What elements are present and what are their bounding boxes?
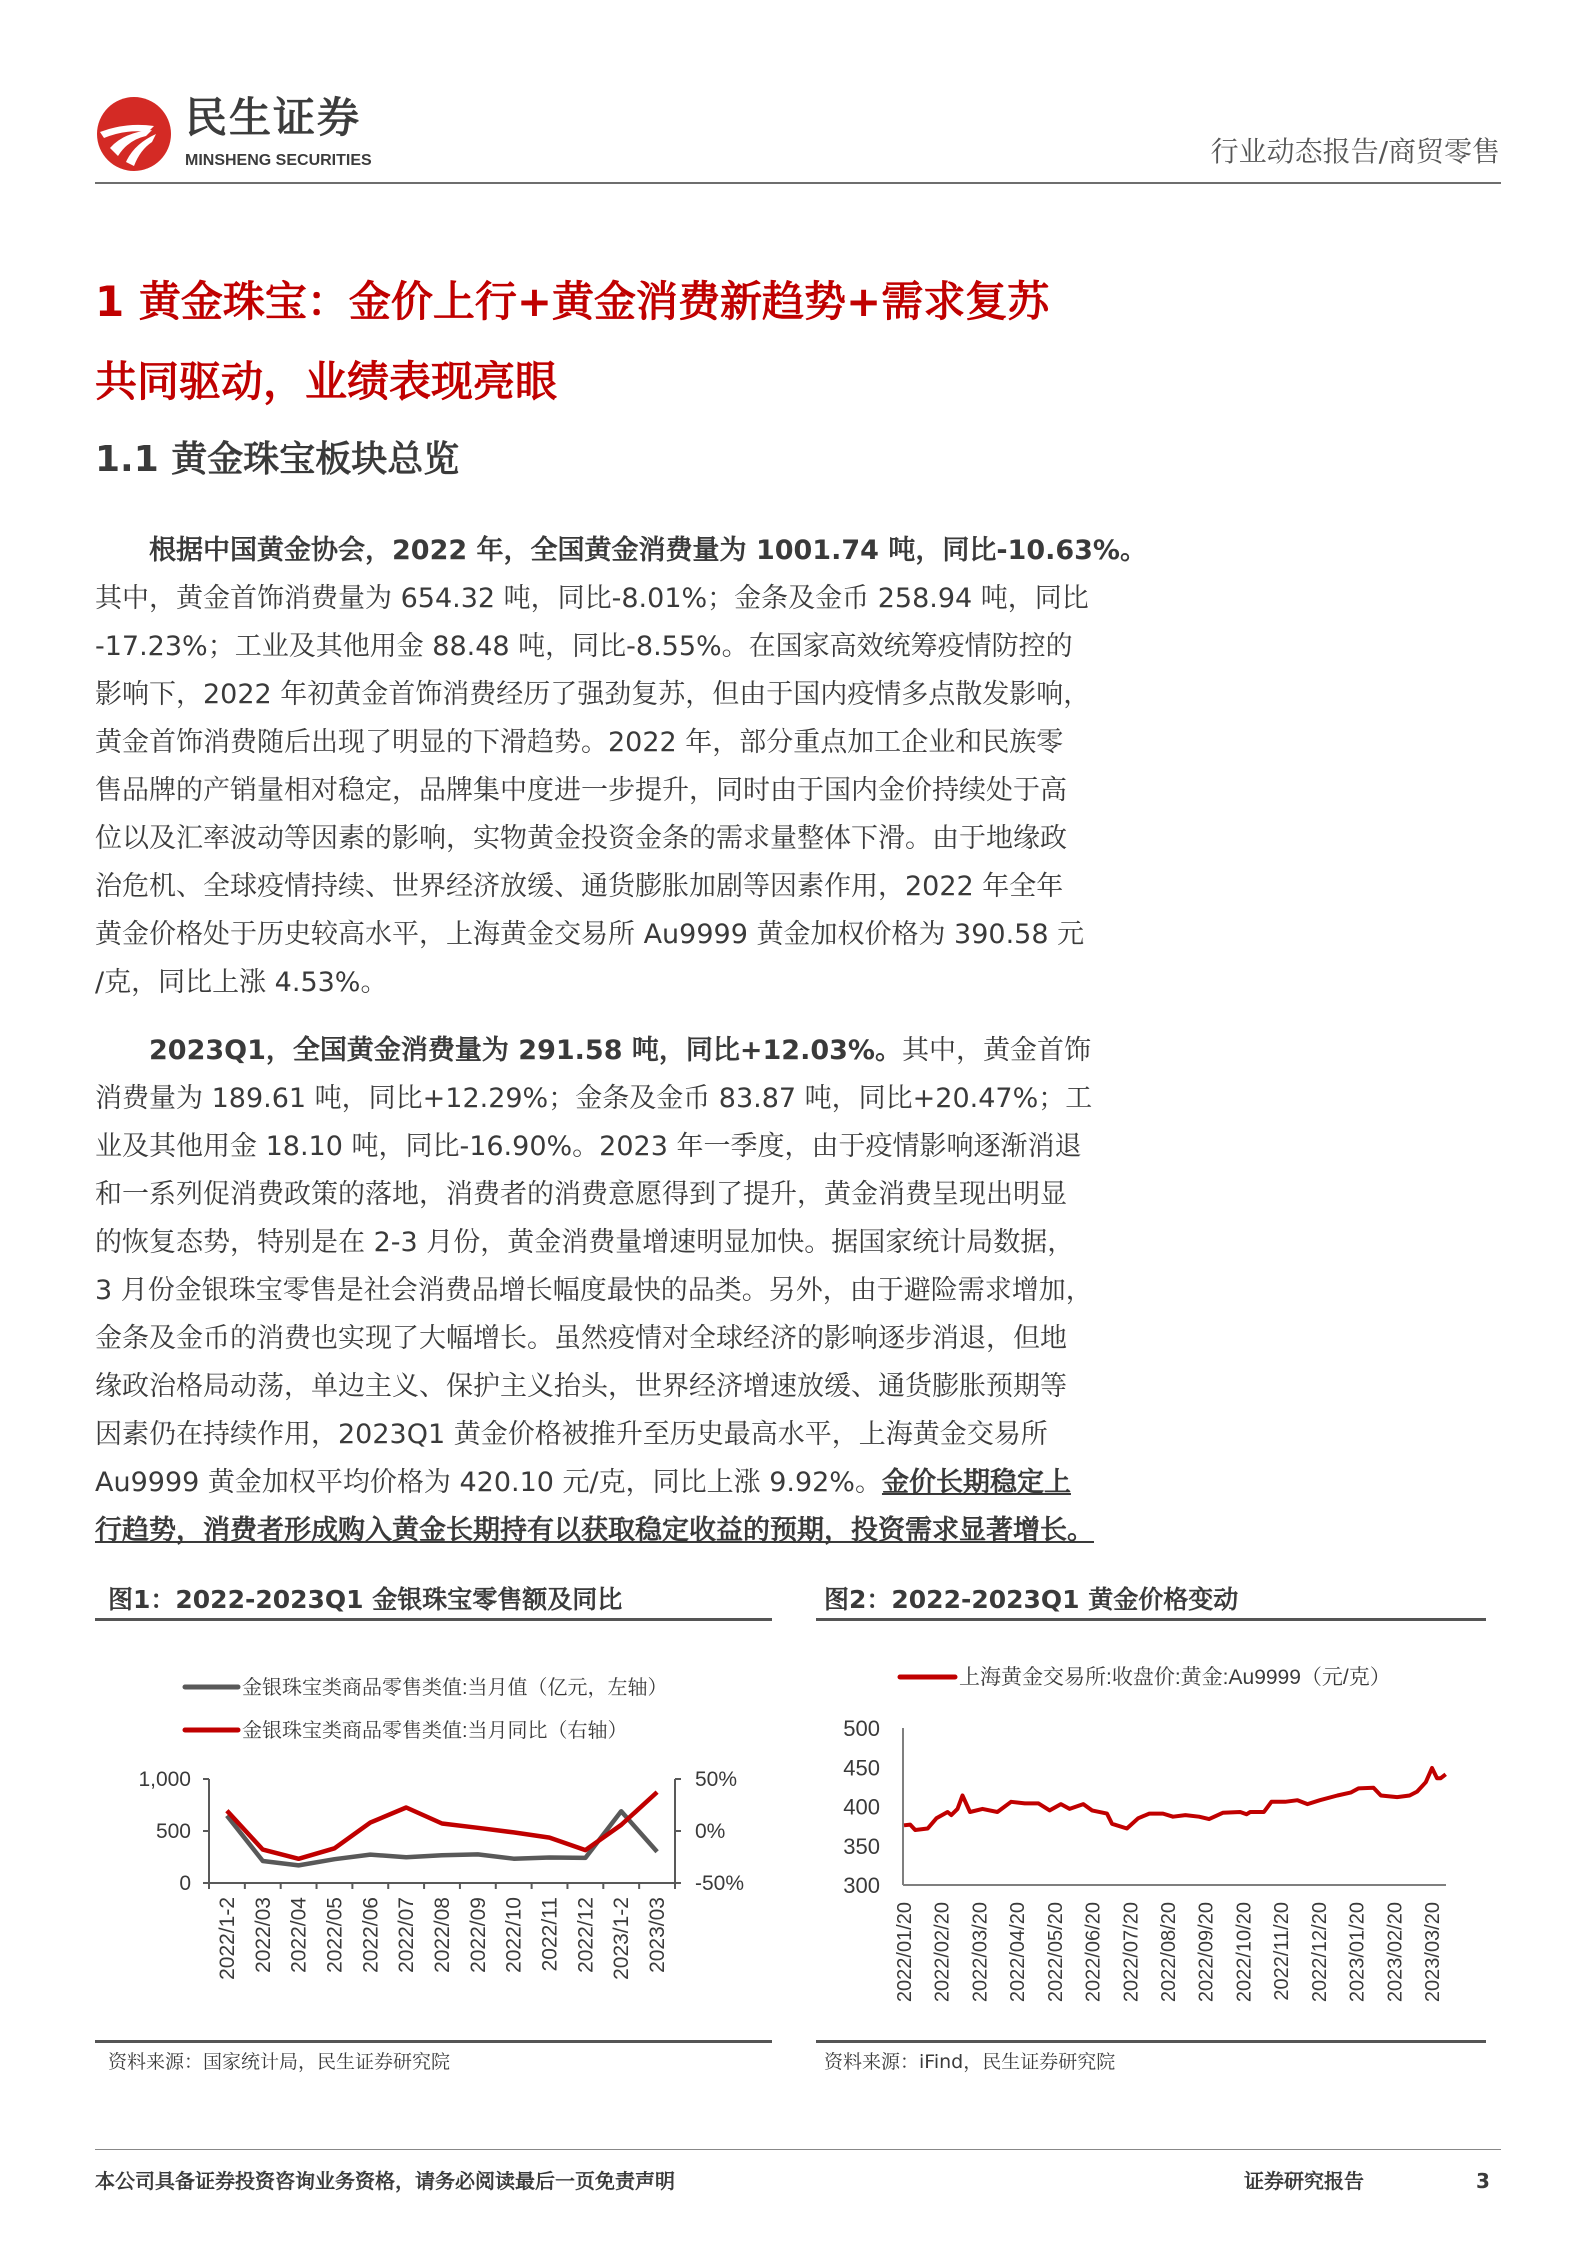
y-tick-label: 500 [843, 1716, 880, 1741]
x-tick-label: 2023/02/20 [1384, 1902, 1407, 2003]
text-span: 其中，黄金首饰消费量为 654.32 吨，同比-8.01%；金条及金币 258.94 吨，同比 [95, 583, 1089, 614]
x-tick-label: 2022/01/20 [894, 1902, 916, 2003]
x-tick-label: 2023/03/20 [1422, 1902, 1444, 2003]
gold-price-line [904, 1768, 1446, 1830]
text-span: 位以及汇率波动等因素的影响，实物黄金投资金条的需求量整体下滑。由于地缘政 [95, 823, 1067, 854]
text-span: 黄金首饰消费随后出现了明显的下滑趋势。2022 年，部分重点加工企业和民族零 [95, 727, 1064, 758]
y-tick-label: 350 [843, 1833, 880, 1859]
text-span: 售品牌的产销量相对稳定，品牌集中度进一步提升，同时由于国内金价持续处于高 [95, 775, 1067, 806]
logo-text-cn: 民生证券 [185, 93, 362, 142]
text-span: 缘政治格局动荡，单边主义、保护主义抬头，世界经济增速放缓、通货膨胀预期等 [95, 1371, 1067, 1402]
text-span: 因素仍在持续作用，2023Q1 黄金价格被推升至历史最高水平，上海黄金交易所 [95, 1419, 1048, 1450]
x-tick-label: 2022/07 [395, 1897, 419, 1973]
left-tick-label: 0 [179, 1872, 191, 1895]
x-tick-label: 2022/10 [502, 1897, 526, 1973]
text-span: /克，同比上涨 4.53%。 [95, 967, 388, 998]
footer-label: 证券研究报告 [1244, 2169, 1364, 2193]
text-span: 黄金价格处于历史较高水平，上海黄金交易所 Au9999 黄金加权价格为 390.58 元 [95, 919, 1085, 950]
x-tick-label: 2022/06 [359, 1897, 383, 1973]
x-tick-label: 2022/04 [287, 1897, 311, 1973]
subsection-title: 1.1 黄金珠宝板块总览 [95, 439, 460, 480]
text-span: 金条及金币的消费也实现了大幅增长。虽然疫情对全球经济的影响逐步消退，但地 [95, 1323, 1067, 1354]
x-tick-label: 2022/06/20 [1082, 1902, 1105, 2003]
x-tick-label: 2022/03 [251, 1897, 275, 1973]
emphasis-text: 金价长期稳定上 [881, 1467, 1071, 1498]
x-tick-label: 2022/09/20 [1195, 1902, 1218, 2003]
page-number: 3 [1476, 2169, 1490, 2193]
text-span: Au9999 黄金加权平均价格为 420.10 元/克，同比上涨 9.92%。 [95, 1467, 882, 1498]
text-span: 业及其他用金 18.10 吨，同比-16.90%。2023 年一季度，由于疫情影响逐渐消退 [95, 1131, 1082, 1162]
bold-text: 根据中国黄金协会，2022 年，全国黄金消费量为 1001.74 吨，同比-10.63%。 [149, 535, 1147, 566]
text-span: 和一系列促消费政策的落地，消费者的消费意愿得到了提升，黄金消费呈现出明显 [95, 1179, 1067, 1210]
x-tick-label: 2022/12 [574, 1897, 598, 1973]
right-tick-label: 50% [695, 1768, 738, 1791]
section-title: 1 黄金珠宝：金价上行+黄金消费新趋势+需求复苏 [95, 277, 1050, 326]
x-tick-label: 2022/07/20 [1120, 1902, 1143, 2003]
x-tick-label: 2022/02/20 [931, 1902, 954, 2003]
x-tick-label: 2022/10/20 [1233, 1902, 1256, 2003]
figure2-title: 图2：2022-2023Q1 黄金价格变动 [824, 1585, 1239, 1614]
bold-text: 2023Q1，全国黄金消费量为 291.58 吨，同比+12.03%。 [149, 1035, 902, 1066]
text-span: 影响下，2022 年初黄金首饰消费经历了强劲复苏，但由于国内疫情多点散发影响， [95, 679, 1091, 710]
x-tick-label: 2022/1-2 [215, 1897, 239, 1980]
text-span: 治危机、全球疫情持续、世界经济放缓、通货膨胀加剧等因素作用，2022 年全年 [95, 871, 1064, 902]
y-tick-label: 400 [843, 1794, 880, 1820]
x-tick-label: 2022/05 [323, 1897, 347, 1973]
legend-label: 金银珠宝类商品零售类值:当月同比（右轴） [242, 1720, 628, 1742]
x-tick-label: 2022/05/20 [1044, 1902, 1067, 2003]
y-tick-label: 300 [843, 1873, 880, 1898]
left-tick-label: 500 [155, 1820, 191, 1843]
footer-divider [95, 2149, 1501, 2150]
x-tick-label: 2022/09 [466, 1897, 490, 1973]
left-tick-label: 1,000 [138, 1768, 191, 1791]
figure1-source: 资料来源：国家统计局，民生证券研究院 [108, 2051, 451, 2073]
logo-text-en: MINSHENG SECURITIES [185, 152, 372, 169]
text-span: 其中，黄金首饰 [901, 1035, 1091, 1066]
x-tick-label: 2022/12/20 [1308, 1902, 1331, 2003]
section-title-cont: 共同驱动，业绩表现亮眼 [95, 357, 558, 406]
x-tick-label: 2022/04/20 [1007, 1902, 1030, 2003]
x-tick-label: 2022/11/20 [1271, 1902, 1294, 2001]
emphasis-text: 行趋势，消费者形成购入黄金长期持有以获取稳定收益的预期，投资需求显著增长。 [95, 1515, 1094, 1546]
text-span: 的恢复态势，特别是在 2-3 月份，黄金消费量增速明显加快。据国家统计局数据， [95, 1227, 1075, 1258]
x-tick-label: 2022/11 [538, 1897, 562, 1972]
report-category: 行业动态报告/商贸零售 [1210, 135, 1500, 168]
right-tick-label: -50% [695, 1872, 745, 1895]
figure2-source: 资料来源：iFind，民生证券研究院 [824, 2051, 1116, 2073]
legend-label: 上海黄金交易所:收盘价:黄金:Au9999（元/克） [959, 1666, 1391, 1689]
figure1-title: 图1：2022-2023Q1 金银珠宝零售额及同比 [108, 1585, 623, 1614]
text-span: 消费量为 189.61 吨，同比+12.29%；金条及金币 83.87 吨，同比+20.47%；工 [95, 1083, 1093, 1114]
y-tick-label: 450 [843, 1755, 880, 1781]
x-tick-label: 2022/03/20 [969, 1902, 992, 2003]
x-tick-label: 2023/1-2 [610, 1897, 634, 1980]
x-tick-label: 2022/08/20 [1158, 1902, 1180, 2003]
x-tick-label: 2023/03 [646, 1897, 670, 1973]
x-tick-label: 2023/01/20 [1346, 1902, 1369, 2003]
x-tick-label: 2022/08 [431, 1897, 454, 1973]
text-span: 3 月份金银珠宝零售是社会消费品增长幅度最快的品类。另外，由于避险需求增加， [95, 1275, 1093, 1306]
footer-disclaimer: 本公司具备证券投资咨询业务资格，请务必阅读最后一页免责声明 [95, 2169, 675, 2193]
text-span: -17.23%；工业及其他用金 88.48 吨，同比-8.55%。在国家高效统筹疫情防控的 [95, 631, 1073, 662]
legend-label: 金银珠宝类商品零售类值:当月值（亿元，左轴） [242, 1677, 668, 1699]
right-tick-label: 0% [695, 1820, 726, 1843]
